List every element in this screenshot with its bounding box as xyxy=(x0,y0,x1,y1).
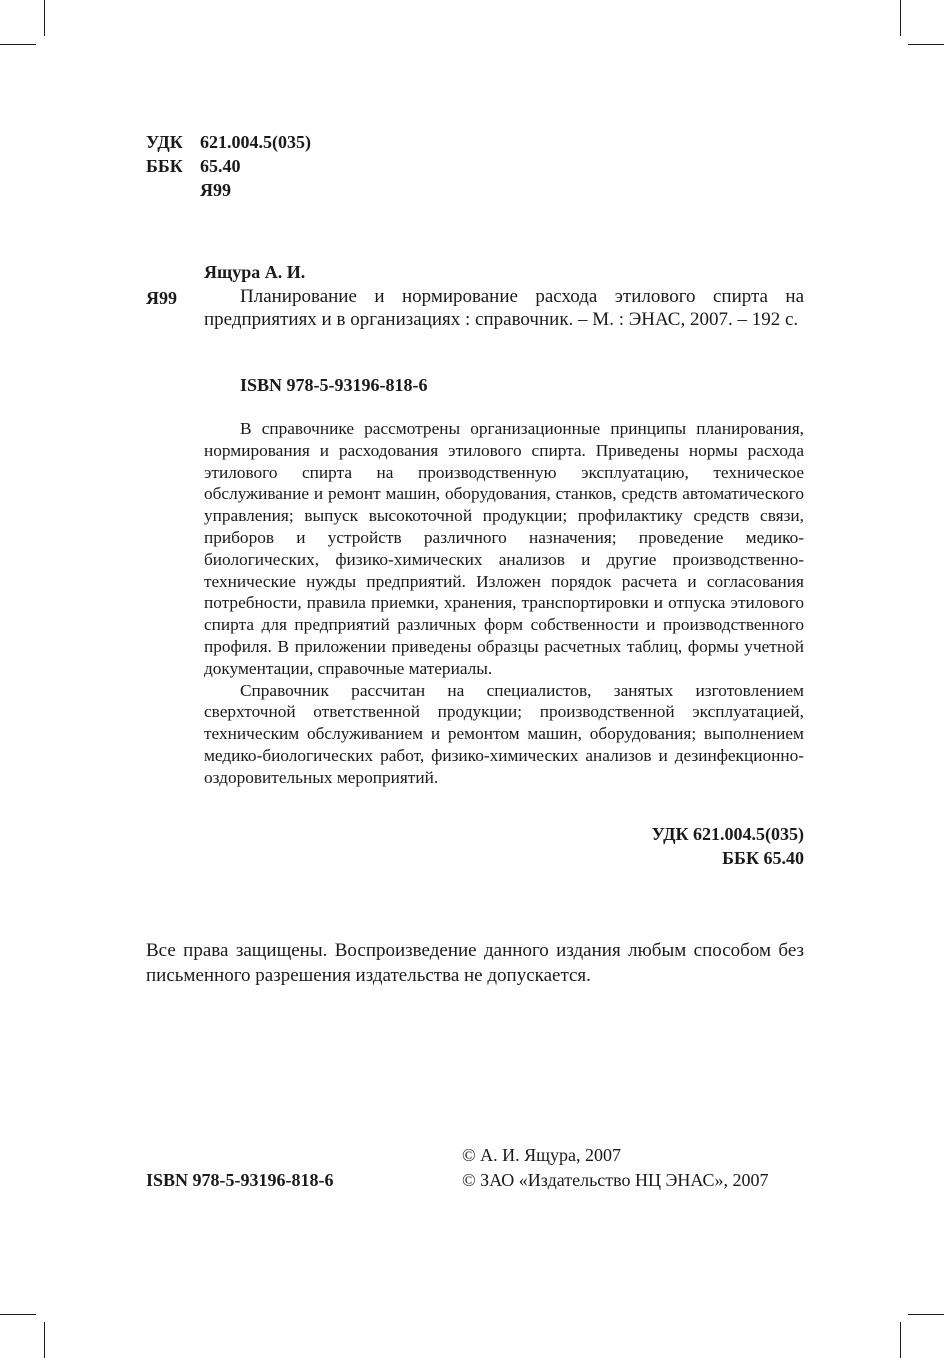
abstract xyxy=(204,418,804,789)
bbk-key: ББК xyxy=(146,156,183,176)
author-code: Я99 xyxy=(200,180,231,200)
bbk-value: 65.40 xyxy=(200,156,241,176)
bbk-footer: ББК 65.40 xyxy=(722,848,804,868)
author-name: Ящура А. И. xyxy=(204,262,306,282)
udk-key: УДК xyxy=(146,132,183,152)
abstract-paragraph: Справочник рассчитан на специалистов, занятых изготовлением сверхточной ответственной продукции; производственной эксплуатацией, техническим обслуживанием и ремонтом машин, оборудования; выполнением медико-биологических работ, физико-химических анализов и дезинфекционно-оздоровительных мероприятий. xyxy=(204,680,804,787)
crop-mark xyxy=(908,1314,944,1315)
isbn-record: ISBN 978-5-93196-818-6 xyxy=(240,375,428,395)
crop-mark xyxy=(0,44,36,45)
bibliography-code: Я99 xyxy=(146,288,177,308)
description-text: Планирование и нормирование расхода этилового спирта на предприятиях и в организациях : справочник. – М. : ЭНАС, 2007. – 192 с. xyxy=(204,286,804,330)
copyright-block xyxy=(462,1143,769,1193)
classification-block xyxy=(146,130,311,202)
author-code-row xyxy=(146,178,311,202)
crop-mark xyxy=(908,44,944,45)
isbn-footer: ISBN 978-5-93196-818-6 xyxy=(146,1170,334,1190)
crop-mark xyxy=(44,1322,45,1358)
crop-mark xyxy=(0,1314,36,1315)
udk-value: 621.004.5(035) xyxy=(200,132,311,152)
crop-mark xyxy=(900,1322,901,1358)
copyright-author: © А. И. Ящура, 2007 xyxy=(462,1145,622,1165)
crop-mark xyxy=(900,0,901,36)
bibliographic-description xyxy=(204,285,804,331)
bbk-row xyxy=(146,154,311,178)
rights-notice: Все права защищены. Воспроизведение данного издания любым способом без письменного разрешения издательства не допускается. xyxy=(146,940,804,986)
udk-footer: УДК 621.004.5(035) xyxy=(651,824,804,844)
classification-footer xyxy=(652,822,804,870)
crop-mark xyxy=(44,0,45,36)
abstract-paragraph: В справочнике рассмотрены организационные принципы планирования, нормирования и расходования этилового спирта. Приведены нормы расхода этилового спирта на производственную эксплуатацию, техническое обслуживание и ремонт машин, оборудования, станков, средств автоматического управления; выпуск высокоточной продукции; профилактику средств связи, приборов и устройств различного назначения; проведение медико-биологических, физико-химических анализов и другие производственно-технические нужды предприятий. Изложен порядок расчета и согласования потребности, правила приемки, хранения, транспортировки и отпуска этилового спирта для предприятий различных форм собственности и производственного профиля. В приложении приведены образцы расчетных таблиц, формы учетной документации, справочные материалы. xyxy=(204,419,804,678)
copyright-publisher: © ЗАО «Издательство НЦ ЭНАС», 2007 xyxy=(462,1170,769,1190)
udk-row xyxy=(146,130,311,154)
